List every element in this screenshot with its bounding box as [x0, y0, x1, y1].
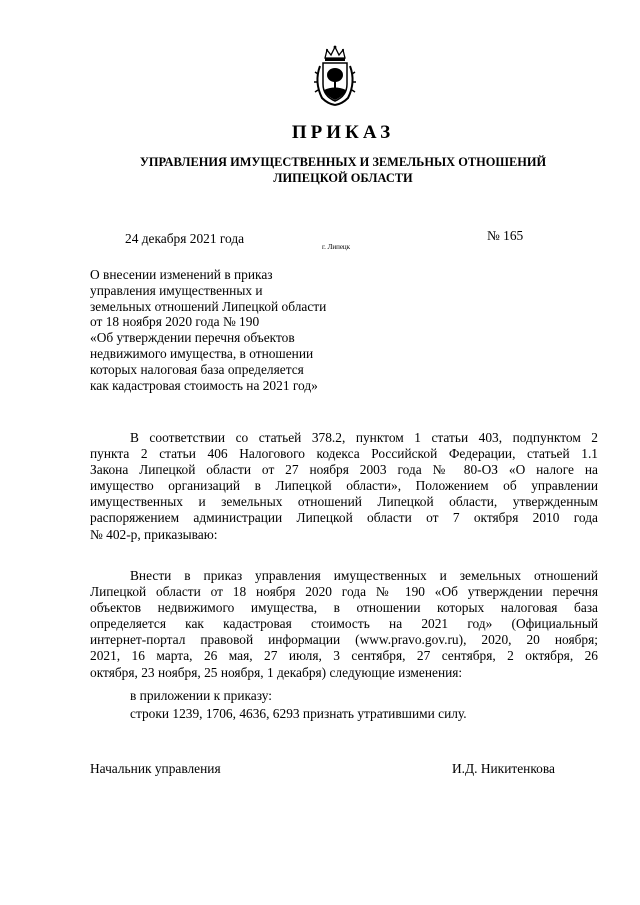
- list-item: строки 1239, 1706, 4636, 6293 признать утратившими силу.: [130, 706, 467, 721]
- paragraph-line: № 402-р, приказываю:: [90, 526, 218, 542]
- subject-line: которых налоговая база определяется: [90, 361, 304, 377]
- subject-line: управления имущественных и: [90, 282, 263, 298]
- subject-line: «Об утверждении перечня объектов: [90, 330, 295, 346]
- signatory-name: И.Д. Никитенкова: [452, 761, 555, 776]
- document-subject: [90, 267, 390, 393]
- paragraph-line: определяется как кадастровая стоимость на 2021 год» (Официальный: [90, 616, 598, 632]
- org-line: ЛИПЕЦКОЙ ОБЛАСТИ: [273, 171, 413, 185]
- order-paragraph: [90, 568, 598, 681]
- paragraph-line: Липецкой области от 18 ноября 2020 года № 190 «Об утверждении перечня: [90, 584, 598, 600]
- paragraph-line: распоряжением администрации Липецкой области от 7 октября 2010 года: [90, 510, 598, 526]
- document-city: г. Липецк: [322, 243, 351, 251]
- paragraph-line: объектов недвижимого имущества, в отношении которых налоговая база: [90, 600, 598, 616]
- subject-line: О внесении изменений в приказ: [90, 267, 273, 282]
- issuing-organization: [110, 154, 576, 186]
- document-title: ПРИКАЗ: [291, 122, 395, 143]
- paragraph-line: Внести в приказ управления имущественных и земельных отношений: [130, 568, 598, 583]
- paragraph-line: интернет-портал правовой информации (www.pravo.gov.ru), 2020, 20 ноября;: [90, 632, 598, 648]
- subject-line: от 18 ноября 2020 года № 190: [90, 314, 260, 330]
- paragraph-line: пункта 2 статьи 406 Налогового кодекса Российской Федерации, статьей 1.1: [90, 446, 598, 462]
- document-date: 24 декабря 2021 года: [125, 231, 245, 246]
- paragraph-line: имущественных и земельных отношений Липецкой области, утвержденным: [90, 494, 598, 510]
- paragraph-line: имущество организаций в Липецкой области», Положением об управлении: [90, 478, 598, 494]
- subject-line: земельных отношений Липецкой области: [90, 298, 327, 314]
- coat-of-arms-emblem: [312, 44, 358, 106]
- signatory-position: Начальник управления: [90, 761, 221, 776]
- subject-line: как кадастровая стоимость на 2021 год»: [90, 377, 318, 393]
- paragraph-line: Закона Липецкой области от 27 ноября 2003 года № 80-ОЗ «О налоге на: [90, 462, 598, 478]
- document-number: № 165: [487, 228, 524, 243]
- paragraph-line: 2021, 16 марта, 26 мая, 27 июля, 3 сентября, 27 сентября, 2 октября, 26: [90, 648, 598, 664]
- paragraph-line: В соответствии со статьей 378.2, пунктом 1 статьи 403, подпунктом 2: [130, 430, 598, 445]
- paragraph-line: октября, 23 ноября, 25 ноября, 1 декабря) следующие изменения:: [90, 664, 463, 680]
- subject-line: недвижимого имущества, в отношении: [90, 345, 314, 361]
- list-item: в приложении к приказу:: [130, 688, 272, 703]
- org-line: УПРАВЛЕНИЯ ИМУЩЕСТВЕННЫХ И ЗЕМЕЛЬНЫХ ОТНОШЕНИЙ: [139, 155, 547, 169]
- preamble-paragraph: [90, 430, 598, 543]
